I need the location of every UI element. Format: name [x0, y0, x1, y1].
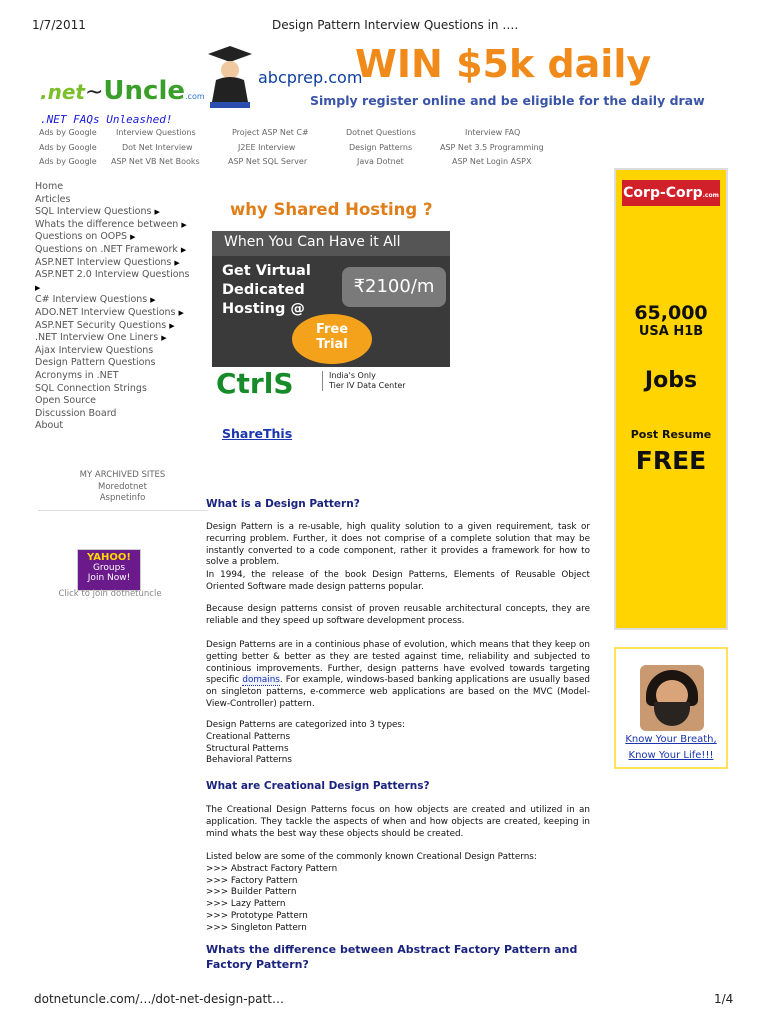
print-date: 1/7/2011 [32, 18, 86, 32]
nav-item[interactable]: Open Source [35, 395, 97, 407]
paragraph: The Creational Design Patterns focus on how objects are created and utilized in an application. They tackle the aspects of when and how objects are created, keeping in mind whats the best way these objects should be created. [206, 805, 590, 839]
arrow-right-icon: ▶ [181, 220, 187, 229]
ad-visa: USA H1B [638, 324, 704, 339]
print-url: dotnetuncle.com/…/dot-net-design-patt… [34, 992, 284, 1006]
ad-jobs: Jobs [644, 368, 698, 393]
logo-com: .com [185, 92, 205, 101]
paragraph: Design Pattern is a re-usable, high quality solution to a given requirement, task or recurring problem. Further, it does not comprise of a complete solution that may be instantly converted to a code component, rather it provides a framework for how to solve a problem. [206, 522, 590, 568]
nav-item[interactable]: Acronyms in .NET [35, 369, 119, 381]
archived-title: MY ARCHIVED SITES [79, 470, 166, 480]
nav-item[interactable]: SQL Interview Questions ▶ [35, 206, 160, 218]
ad-link[interactable]: Project ASP Net C# [232, 128, 309, 137]
nav-item[interactable]: ASP.NET Interview Questions ▶ [35, 256, 180, 268]
ad-link[interactable]: Ads by Google [39, 157, 97, 166]
print-page-number: 1/4 [714, 992, 734, 1006]
left-nav [35, 181, 195, 433]
ad-link[interactable]: Ads by Google [39, 143, 97, 152]
corp-corp-ad[interactable] [614, 168, 728, 630]
share-this-link[interactable]: ShareThis [222, 426, 293, 441]
arrow-right-icon: ▶ [150, 296, 156, 305]
arrow-right-icon: ▶ [35, 283, 41, 292]
list-item: >>> Factory Pattern [206, 875, 298, 886]
list-item: >>> Abstract Factory Pattern [206, 863, 338, 874]
paragraph: Because design patterns consist of proven reusable architectural concepts, they are reliable and they speed up software development process. [206, 604, 590, 626]
nav-item[interactable]: C# Interview Questions ▶ [35, 294, 156, 306]
ad-count: 65,000 [634, 302, 708, 324]
ad-link[interactable]: Dotnet Questions [346, 128, 416, 137]
nav-item[interactable]: Whats the difference between ▶ [35, 218, 187, 230]
arrow-right-icon: ▶ [169, 321, 175, 330]
ad-free: FREE [635, 446, 707, 475]
nav-item[interactable]: ASP.NET 2.0 Interview Questions [35, 269, 190, 281]
domains-link[interactable]: domains [242, 675, 280, 686]
nav-item[interactable]: Discussion Board [35, 407, 117, 419]
hosting-ad-top: When You Can Have it All [212, 231, 450, 256]
pattern-types: Design Patterns are categorized into 3 types: Creational Patterns Structural Patterns Behavioral Patterns [206, 720, 405, 766]
nav-item[interactable]: SQL Connection Strings [35, 382, 147, 394]
hosting-ad-line: Get Virtual [222, 263, 311, 279]
archived-link[interactable]: Aspnetinfo [99, 493, 146, 503]
logo-net: .net [40, 80, 85, 104]
ad-link[interactable]: Java Dotnet [357, 157, 404, 166]
ad-post-resume: Post Resume [630, 428, 712, 441]
nav-item[interactable]: Home [35, 181, 64, 192]
yahoo-join: Join Now! [87, 573, 131, 583]
graduate-mascot-icon [200, 44, 255, 110]
hosting-ad-line: Dedicated [222, 282, 305, 298]
nav-item[interactable]: .NET Interview One Liners ▶ [35, 332, 167, 344]
yahoo-brand: YAHOO! [87, 552, 131, 563]
heading-creational: What are Creational Design Patterns? [206, 780, 430, 792]
yahoo-caption[interactable]: Click to join dotnetuncle [58, 589, 162, 599]
archived-sites [35, 470, 210, 505]
ad-link[interactable]: J2EE Interview [238, 143, 296, 152]
creational-list: Listed below are some of the commonly known Creational Design Patterns: >>> Abstract Factory Pattern >>> Factory Pattern >>> Builder Pattern >>> Lazy Pattern >>> Prototype Pattern >>> Singleton Pattern [206, 852, 537, 933]
arrow-right-icon: ▶ [178, 308, 184, 317]
heading-design-pattern: What is a Design Pattern? [206, 498, 360, 510]
nav-item[interactable] [35, 282, 195, 295]
nav-item[interactable]: About [35, 420, 64, 432]
list-item: >>> Singleton Pattern [206, 922, 307, 933]
ad-link[interactable]: ASP Net Login ASPX [452, 157, 532, 166]
heading-difference: Whats the difference between Abstract Factory Pattern and Factory Pattern? [206, 943, 578, 971]
nav-item[interactable]: Articles [35, 193, 71, 205]
ad-link[interactable]: Interview Questions [116, 128, 196, 137]
corp-corp-logo: Corp-Corp.com [622, 180, 720, 206]
free-trial-badge: Free Trial [292, 314, 372, 364]
hosting-ad-line: Hosting @ [222, 301, 305, 317]
ad-link[interactable]: Dot Net Interview [122, 143, 193, 152]
ad-link[interactable]: ASP Net SQL Server [228, 157, 308, 166]
hosting-ad-heading[interactable]: why Shared Hosting ? [230, 200, 433, 219]
ad-line-1[interactable]: Know Your Breath, [625, 734, 717, 745]
nav-item[interactable]: Design Pattern Questions [35, 357, 156, 369]
ad-link[interactable]: ASP Net 3.5 Programming [440, 143, 544, 152]
ctrls-brand: CtrlS [216, 367, 294, 400]
list-item: >>> Builder Pattern [206, 887, 297, 898]
nav-item[interactable]: ASP.NET Security Questions ▶ [35, 319, 175, 331]
nav-item[interactable]: Questions on OOPS ▶ [35, 231, 136, 243]
archived-link[interactable]: Moredotnet [98, 481, 147, 492]
nav-item[interactable]: ADO.NET Interview Questions ▶ [35, 306, 184, 318]
arrow-right-icon: ▶ [180, 245, 187, 254]
ad-link[interactable]: Design Patterns [349, 143, 413, 152]
ad-link[interactable]: Interview FAQ [465, 128, 521, 137]
site-logo[interactable]: .net~Uncle.com [40, 76, 205, 106]
site-tagline: .NET FAQs Unleashed! [40, 113, 173, 126]
nav-item[interactable]: Questions on .NET Framework ▶ [35, 243, 187, 255]
hosting-ad-price: ₹2100/m [342, 267, 446, 307]
ad-link[interactable]: Ads by Google [39, 128, 97, 137]
divider [38, 510, 208, 511]
ctrls-logo[interactable] [212, 367, 450, 400]
paragraph: Design Patterns are in a continious phase of evolution, which means that they keep on getting better & better as they are tested against time, reliability and subjected to continious improvements. Further, design patterns have evolved towards targeting specific domains. For example, windows-based banking applications are usually based on singleton patterns, e-commerce web applications are based on the MVC (Model-View-Controller) pattern. [206, 640, 590, 709]
arrow-right-icon: ▶ [174, 258, 180, 267]
arrow-right-icon: ▶ [130, 233, 136, 242]
ad-line-2[interactable]: Know Your Life!!! [628, 750, 714, 761]
arrow-right-icon: ▶ [154, 208, 160, 217]
logo-uncle: Uncle [103, 76, 185, 106]
paragraph: In 1994, the release of the book Design Patterns, Elements of Reusable Object Oriented Software made design patterns popular. [206, 570, 590, 592]
yahoo-groups: Groups [92, 563, 126, 573]
yahoo-groups-badge[interactable] [77, 549, 141, 591]
nav-item[interactable]: Ajax Interview Questions [35, 344, 154, 356]
banner-headline[interactable]: WIN $5k daily [355, 42, 652, 86]
banner-subtitle[interactable]: Simply register online and be eligible for the daily draw [310, 93, 705, 108]
banner-site[interactable]: abcprep.com [258, 68, 363, 87]
ad-link[interactable]: ASP Net VB Net Books [111, 157, 200, 166]
list-item: >>> Prototype Pattern [206, 910, 308, 921]
arrow-right-icon: ▶ [161, 334, 167, 343]
list-item: >>> Lazy Pattern [206, 899, 286, 910]
print-title: Design Pattern Interview Questions in …. [272, 18, 519, 32]
ctrls-subtitle: India's Only Tier IV Data Center [322, 371, 406, 391]
